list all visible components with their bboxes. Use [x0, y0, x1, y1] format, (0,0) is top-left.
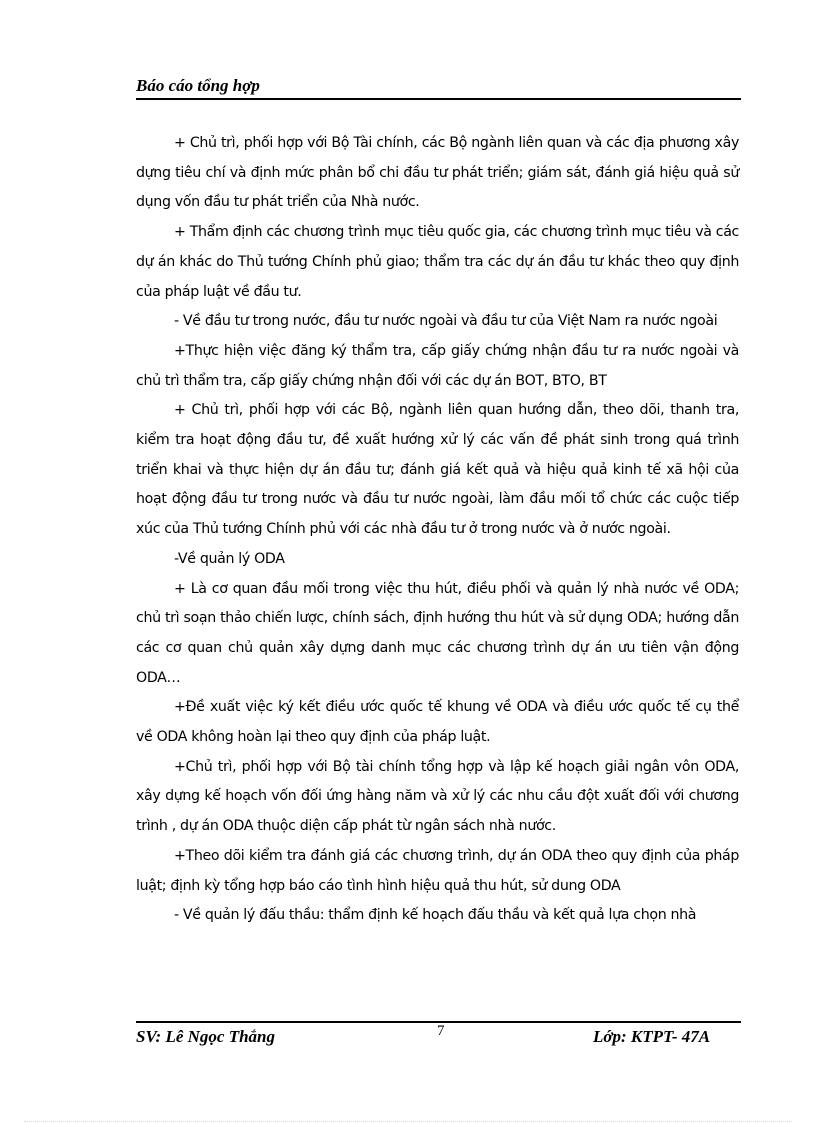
page-number: 7: [437, 1023, 445, 1039]
paragraph: +Chủ trì, phối hợp với Bộ tài chính tổng hợp và lập kế hoạch giải ngân vôn ODA, xây dựng kế hoạch vốn đối ứng hàng năm và xử lý các nhu cầu đột xuất đối với chương trình , dự án ODA thuộc diện cấp phát từ ngân sách nhà nước.: [136, 758, 739, 835]
paragraph: +Đề xuất việc ký kết điều ước quốc tế khung về ODA và điều ước quốc tế cụ thể về ODA không hoàn lại theo quy định của pháp luật.: [136, 699, 739, 746]
paragraph: +Theo dõi kiểm tra đánh giá các chương trình, dự án ODA theo quy định của pháp luật; định kỳ tổng hợp báo cáo tình hình hiệu quả thu hút, sử dung ODA: [136, 847, 739, 894]
paragraph: + Chủ trì, phối hợp với Bộ Tài chính, các Bộ ngành liên quan và các địa phương xây dựng tiêu chí và định mức phân bổ chi đầu tư phát triển; giám sát, đánh giá hiệu quả sử dụng vốn đầu tư phát triển của Nhà nước.: [136, 135, 739, 211]
page-boundary: [24, 1121, 792, 1122]
body-text: [136, 129, 739, 931]
footer-class: Lớp: KTPT- 47A: [593, 1027, 711, 1046]
paragraph: +Thực hiện việc đăng ký thẩm tra, cấp giấy chứng nhận đầu tư ra nước ngoài và chủ trì thẩm tra, cấp giấy chứng nhận đối với các dự án BOT, BTO, BT: [136, 342, 739, 389]
paragraph: - Về đầu tư trong nước, đầu tư nước ngoài và đầu tư của Việt Nam ra nước ngoài: [174, 313, 718, 330]
footer-student-name: SV: Lê Ngọc Thắng: [136, 1027, 275, 1046]
paragraph: - Về quản lý đấu thầu: thẩm định kế hoạch đấu thầu và kết quả lựa chọn nhà: [174, 907, 697, 924]
paragraph: + Là cơ quan đầu mối trong việc thu hút, điều phối và quản lý nhà nước về ODA; chủ trì soạn thảo chiến lược, chính sách, định hướng thu hút và sử dụng ODA; hướng dẫn các cơ quan chủ quản xây dựng danh mục các chương trình dự án ưu tiên vận động ODA…: [136, 580, 739, 686]
paragraph: + Thẩm định các chương trình mục tiêu quốc gia, các chương trình mục tiêu và các dự án khác do Thủ tướng Chính phủ giao; thẩm tra các dự án đầu tư khác theo quy định của pháp luật về đầu tư.: [136, 224, 739, 300]
paragraph: + Chủ trì, phối hợp với các Bộ, ngành liên quan hướng dẫn, theo dõi, thanh tra, kiểm tra hoạt động đầu tư, đề xuất hướng xử lý các vấn đề phát sinh trong quá trình triển khai và thực hiện dự án đầu tư; đánh giá kết quả và hiệu quả kinh tế xã hội của hoạt động đầu tư trong nước và đầu tư nước ngoài, làm đầu mối tổ chức các cuộc tiếp xúc của Thủ tướng Chính phủ với các nhà đầu tư ở trong nước và ở nước ngoài.: [136, 402, 739, 538]
paragraph: -Về quản lý ODA: [174, 550, 285, 567]
header-divider: [136, 98, 741, 100]
header-title: Báo cáo tổng hợp: [136, 76, 260, 95]
